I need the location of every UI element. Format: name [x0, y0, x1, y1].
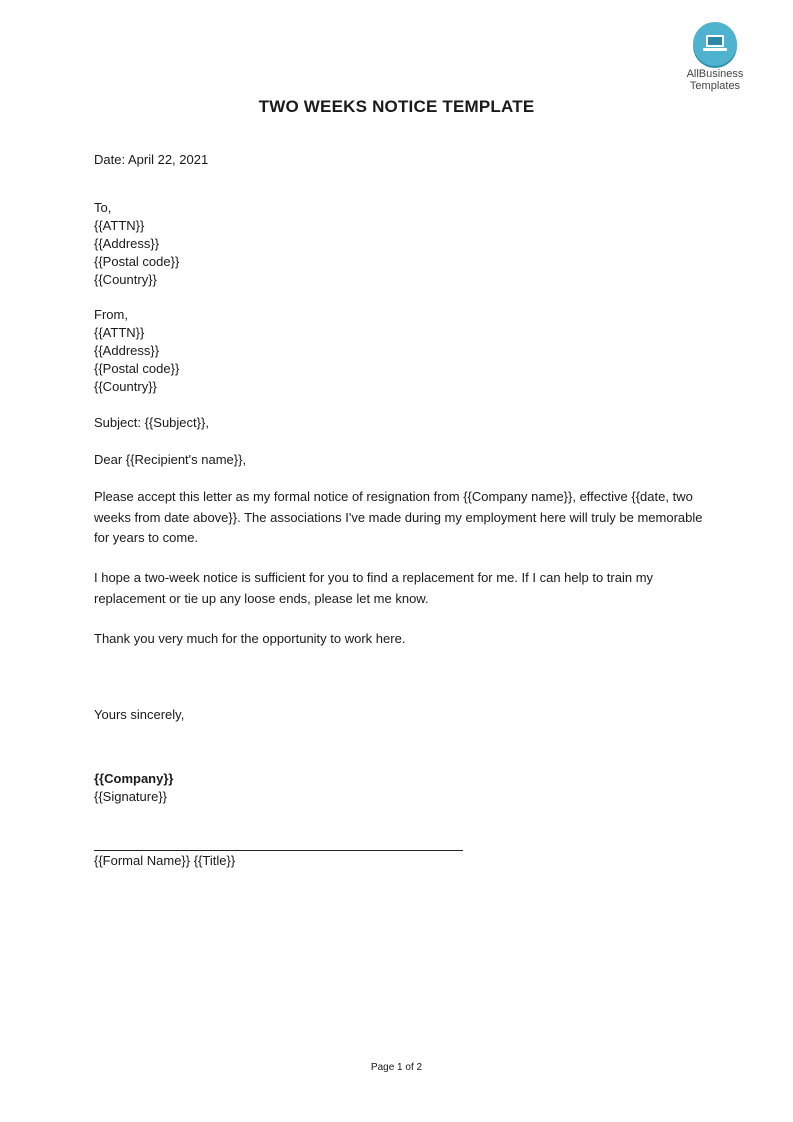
from-heading: From,	[94, 307, 128, 322]
signature-line	[94, 850, 463, 851]
company-name: {{Company}}	[94, 771, 174, 786]
to-address: {{Address}}	[94, 236, 160, 251]
closing: Yours sincerely,	[94, 707, 185, 722]
recipient-address-block	[94, 199, 179, 289]
body-paragraph-3: Thank you very much for the opportunity to work here.	[94, 631, 406, 646]
from-country: {{Country}}	[94, 379, 157, 394]
from-attn: {{ATTN}}	[94, 325, 145, 340]
date-line: Date: April 22, 2021	[94, 152, 209, 167]
formal-name-title: {{Formal Name}} {{Title}}	[94, 853, 236, 868]
signature-placeholder: {{Signature}}	[94, 789, 168, 804]
to-postal-code: {{Postal code}}	[94, 254, 180, 269]
from-postal-code: {{Postal code}}	[94, 361, 180, 376]
subject-line: Subject: {{Subject}},	[94, 415, 209, 430]
to-country: {{Country}}	[94, 272, 157, 287]
salutation: Dear {{Recipient's name}},	[94, 452, 247, 467]
from-address: {{Address}}	[94, 343, 160, 358]
signature-block	[94, 770, 173, 806]
logo-line-1: AllBusiness	[686, 68, 744, 80]
logo-line-2: Templates	[689, 80, 741, 92]
laptop-icon	[693, 22, 737, 66]
company-logo	[680, 22, 750, 92]
to-heading: To,	[94, 200, 112, 215]
to-attn: {{ATTN}}	[94, 218, 145, 233]
logo-text	[680, 68, 750, 92]
body-paragraph-2: I hope a two-week notice is sufficient for you to find a replacement for me. If I can help to train my replacement or tie up any loose ends, please let me know.	[94, 570, 654, 606]
body-paragraph-1: Please accept this letter as my formal notice of resignation from {{Company name}}, effective {{date, two weeks from date above}}. The associations I've made during my employment here will truly be memorable for years to come.	[94, 489, 703, 545]
sender-address-block	[94, 306, 179, 396]
page-number: Page 1 of 2	[370, 1062, 423, 1073]
document-title: TWO WEEKS NOTICE TEMPLATE	[258, 97, 535, 116]
